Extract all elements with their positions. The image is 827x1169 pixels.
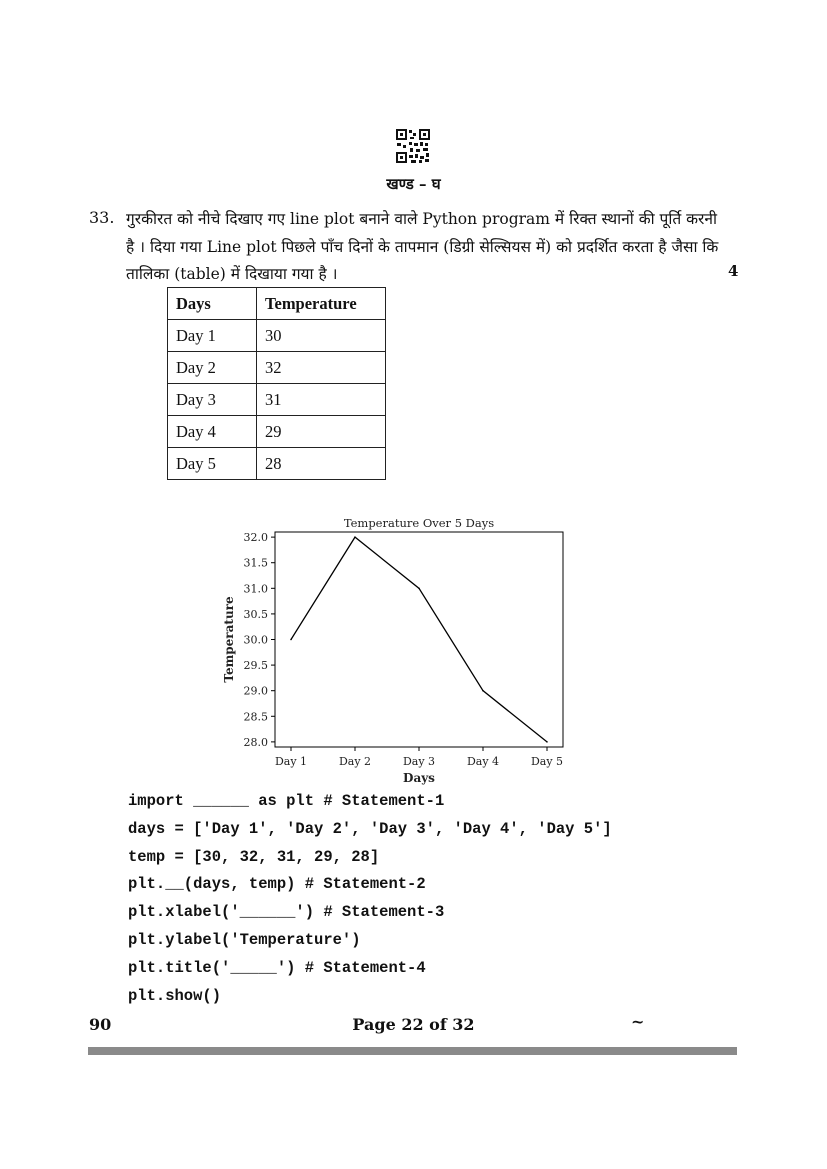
data-point	[482, 690, 484, 692]
x-axis-label: Days	[403, 771, 435, 785]
x-tick-label: Day 2	[338, 755, 372, 768]
x-tick-label: Day 5	[530, 755, 564, 768]
table-cell-temp: 31	[257, 384, 386, 416]
table-header-row	[168, 288, 386, 320]
y-tick-label: 31.5	[243, 556, 268, 570]
table-cell-temp: 29	[257, 416, 386, 448]
code-line: temp = [30, 32, 31, 29, 28]	[128, 847, 380, 866]
series-line	[291, 537, 547, 742]
code-line: plt.show()	[128, 986, 222, 1005]
y-tick-label: 30.5	[243, 607, 268, 621]
x-tick-label: Day 1	[274, 755, 308, 768]
table-row	[168, 384, 386, 416]
table-row	[168, 352, 386, 384]
line-chart	[215, 512, 575, 787]
table-cell-day: Day 1	[168, 320, 257, 352]
y-axis-label: Temperature	[222, 596, 236, 683]
table-row	[168, 448, 386, 480]
temperature-table	[167, 287, 386, 480]
table-cell-day: Day 3	[168, 384, 257, 416]
table-cell-day: Day 2	[168, 352, 257, 384]
code-line: days = ['Day 1', 'Day 2', 'Day 3', 'Day 4', 'Day 5']	[128, 819, 612, 838]
y-tick-label: 32.0	[243, 531, 268, 545]
code-line: import ______ as plt # Statement-1	[128, 792, 445, 810]
question-marks: 4	[728, 262, 739, 280]
x-tick-label: Day 3	[402, 755, 436, 768]
section-title: खण्ड – घ	[386, 175, 441, 193]
y-tick-label: 30.0	[243, 633, 268, 647]
table-cell-day: Day 4	[168, 416, 257, 448]
data-point	[354, 536, 356, 538]
x-tick-label: Day 4	[466, 755, 500, 768]
chart-title: Temperature Over 5 Days	[343, 516, 495, 530]
table-header-temperature: Temperature	[257, 288, 386, 320]
question-text: गुरकीरत को नीचे दिखाए गए line plot बनाने वाले Python program में रिक्त स्थानों की पूर्ति करनी है । दिया गया Line plot पिछले पाँच दिनों के तापमान (डिग्री सेल्सियस में) को प्रदर्शित करता है जैसा कि तालिका (table) में दिखाया गया है ।	[126, 210, 719, 283]
page-number: Page 22 of 32	[352, 1015, 475, 1034]
qr-code	[396, 129, 430, 163]
paper-code: 90	[89, 1015, 112, 1034]
code-line: plt.title('_____') # Statement-4	[128, 958, 426, 977]
footer-mark: ~	[631, 1012, 645, 1031]
table-header-days: Days	[168, 288, 257, 320]
y-tick-label: 28.0	[243, 735, 268, 749]
table-cell-temp: 28	[257, 448, 386, 480]
table-row	[168, 416, 386, 448]
y-tick-label: 31.0	[243, 582, 268, 596]
footer-rule	[88, 1047, 737, 1055]
table-row	[168, 320, 386, 352]
code-line: plt.ylabel('Temperature')	[128, 930, 361, 949]
table-cell-temp: 32	[257, 352, 386, 384]
data-point	[418, 588, 420, 590]
code-block	[128, 788, 612, 1010]
plot-frame	[275, 532, 563, 747]
y-tick-label: 28.5	[243, 710, 268, 724]
y-tick-label: 29.0	[243, 684, 268, 698]
question-number: 33.	[89, 208, 115, 227]
table-cell-day: Day 5	[168, 448, 257, 480]
data-point	[546, 741, 548, 743]
y-tick-label: 29.5	[243, 659, 268, 673]
code-line: plt.__(days, temp) # Statement-2	[128, 875, 426, 894]
table-cell-temp: 30	[257, 320, 386, 352]
data-point	[290, 639, 292, 641]
code-line: plt.xlabel('______') # Statement-3	[128, 903, 445, 922]
